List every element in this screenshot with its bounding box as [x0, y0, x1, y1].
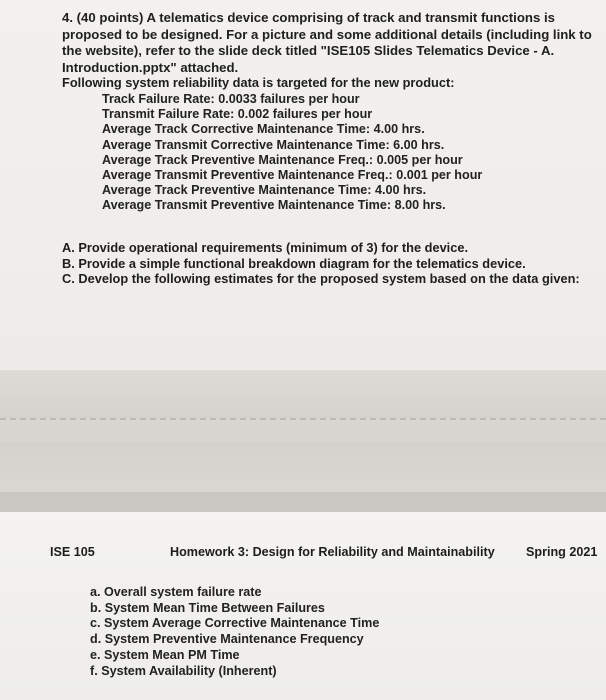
reliability-item: Average Transmit Preventive Maintenance Freq.: 0.001 per hour: [102, 168, 483, 183]
reliability-item: Average Track Corrective Maintenance Time: 4.00 hrs.: [102, 122, 425, 137]
estimate-item: d. System Preventive Maintenance Frequency: [90, 632, 364, 647]
page-gap: [0, 492, 606, 512]
homework-title: Homework 3: Design for Reliability and Maintainability: [170, 545, 495, 559]
task-item: A. Provide operational requirements (minimum of 3) for the device.: [62, 240, 469, 255]
estimates-list: [90, 585, 379, 679]
task-list: [62, 240, 580, 287]
question-text: 4. (40 points) A telematics device comprising of track and transmit functions is proposed to be designed. For a picture and some additional details (including link to the website), refer to the slide deck titled "ISE105 Slides Telematics Device - A. Introduction.pptx" attached.: [62, 10, 592, 75]
reliability-item: Average Track Preventive Maintenance Time: 4.00 hrs.: [102, 183, 427, 198]
reliability-item: Average Transmit Corrective Maintenance Time: 6.00 hrs.: [102, 137, 445, 152]
reliability-item: Track Failure Rate: 0.0033 failures per hour: [102, 92, 360, 106]
blank-band: [0, 370, 606, 418]
task-item: C. Develop the following estimates for the proposed system based on the data given:: [62, 271, 580, 286]
estimate-item: b. System Mean Time Between Failures: [90, 600, 325, 615]
semester: Spring 2021: [526, 545, 598, 559]
dashed-divider: [0, 418, 606, 444]
reliability-intro: Following system reliability data is targeted for the new product:: [62, 75, 455, 90]
reliability-item: Average Transmit Preventive Maintenance Time: 8.00 hrs.: [102, 198, 446, 213]
reliability-item: Transmit Failure Rate: 0.002 failures per hour: [102, 107, 373, 122]
blank-band: [0, 442, 606, 492]
estimate-item: a. Overall system failure rate: [90, 585, 262, 599]
task-item: B. Provide a simple functional breakdown diagram for the telematics device.: [62, 255, 526, 271]
reliability-item: Average Track Preventive Maintenance Freq.: 0.005 per hour: [102, 152, 463, 167]
estimate-item: c. System Average Corrective Maintenance Time: [90, 616, 380, 631]
estimate-item: f. System Availability (Inherent): [90, 663, 277, 678]
reliability-data-list: [102, 92, 482, 214]
course-code: ISE 105: [50, 545, 95, 559]
estimate-item: e. System Mean PM Time: [90, 647, 240, 662]
